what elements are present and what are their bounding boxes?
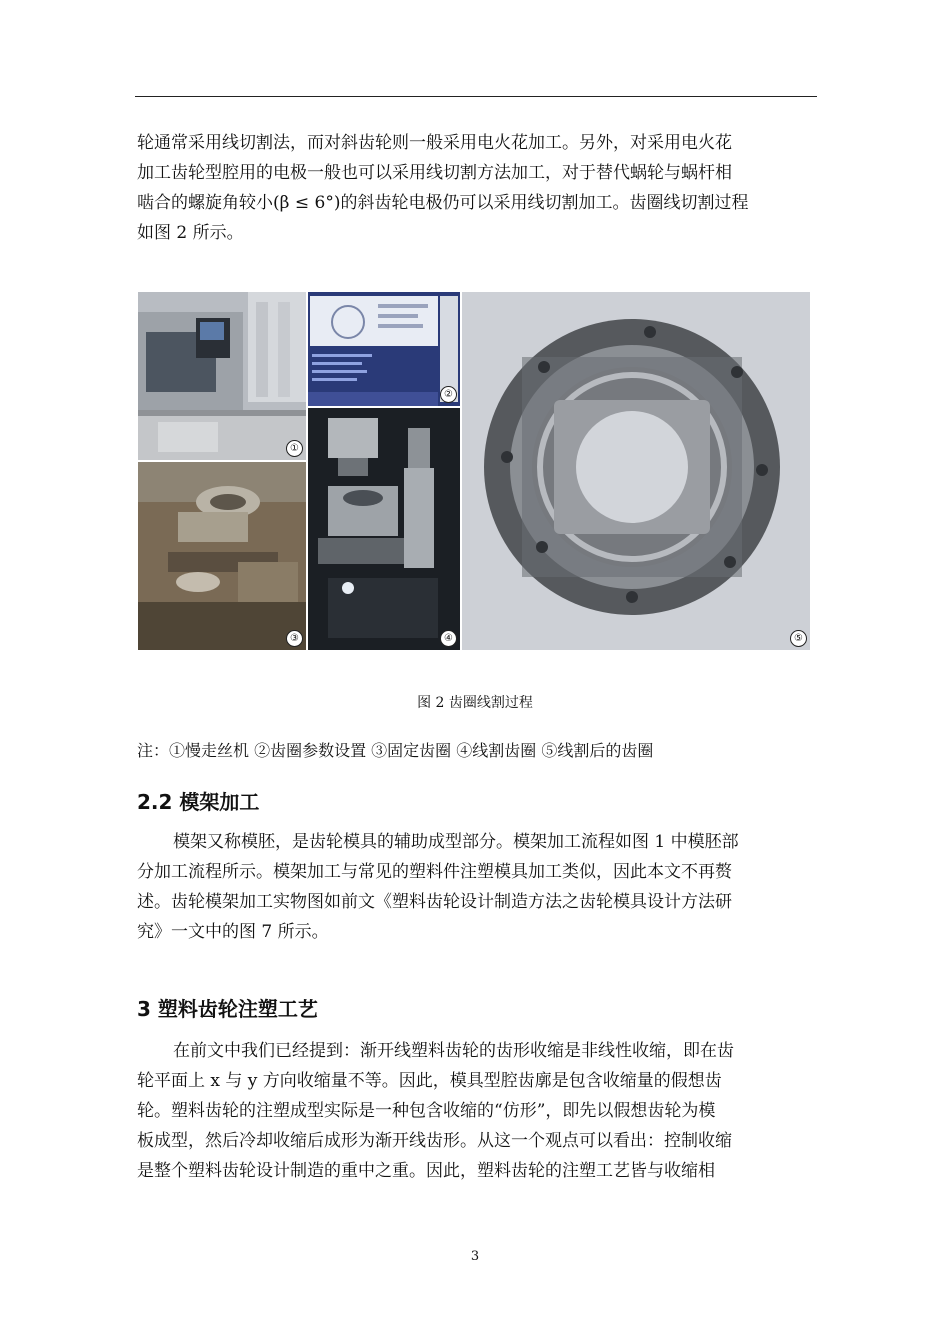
page-number: 3 xyxy=(470,1249,480,1264)
text-line: 在前文中我们已经提到：渐开线塑料齿轮的齿形收缩是非线性收缩，即在齿 xyxy=(173,1041,734,1061)
text-line: 分加工流程所示。模架加工与常见的塑料件注塑模具加工类似，因此本文不再赘 xyxy=(137,862,732,882)
panel-label: ① xyxy=(286,440,303,457)
photo-wire-edm-machine xyxy=(138,292,306,460)
photo-wire-cutting xyxy=(308,408,460,650)
text-line: 如图 2 所示。 xyxy=(137,223,244,243)
panel-label: ② xyxy=(440,386,457,403)
text-line: 述。齿轮模架加工实物图如前文《塑料齿轮设计制造方法之齿轮模具设计方法研 xyxy=(137,892,732,912)
panel-label: ④ xyxy=(440,630,457,647)
section-3-paragraph xyxy=(137,1036,817,1186)
photo-finished-gear-ring xyxy=(462,292,810,650)
figure-note: 注：①慢走丝机 ②齿圈参数设置 ③固定齿圈 ④线割齿圈 ⑤线割后的齿圈 xyxy=(137,741,654,760)
figure-2 xyxy=(138,292,810,650)
section-heading-2-2: 2.2 模架加工 xyxy=(137,790,260,814)
text-line: 加工齿轮型腔用的电极一般也可以采用线切割方法加工，对于替代蜗轮与蜗杆相 xyxy=(137,163,732,183)
panel-label: ⑤ xyxy=(790,630,807,647)
text-line: 究》一文中的图 7 所示。 xyxy=(137,922,329,942)
text-line: 轮。塑料齿轮的注塑成型实际是一种包含收缩的“仿形”，即先以假想齿轮为模 xyxy=(137,1101,716,1121)
intro-paragraph xyxy=(137,128,817,248)
photo-fixing-gear-ring xyxy=(138,462,306,650)
figure-caption: 图 2 齿圈线割过程 xyxy=(417,695,533,711)
text-line: 模架又称模胚，是齿轮模具的辅助成型部分。模架加工流程如图 1 中模胚部 xyxy=(173,832,739,852)
photo-parameter-screen xyxy=(308,292,460,406)
section-2-2-paragraph xyxy=(137,827,817,947)
header-rule xyxy=(135,96,817,97)
panel-label: ③ xyxy=(286,630,303,647)
text-line: 板成型，然后冷却收缩后成形为渐开线齿形。从这一个观点可以看出：控制收缩 xyxy=(137,1131,732,1151)
text-line: 轮通常采用线切割法，而对斜齿轮则一般采用电火花加工。另外，对采用电火花 xyxy=(137,133,732,153)
text-line: 轮平面上 x 与 y 方向收缩量不等。因此，模具型腔齿廓是包含收缩量的假想齿 xyxy=(137,1071,722,1091)
text-line: 啮合的螺旋角较小(β ≤ 6°)的斜齿轮电极仍可以采用线切割加工。齿圈线切割过程 xyxy=(137,193,749,213)
text-line: 是整个塑料齿轮设计制造的重中之重。因此，塑料齿轮的注塑工艺皆与收缩相 xyxy=(137,1161,715,1181)
section-heading-3: 3 塑料齿轮注塑工艺 xyxy=(137,997,318,1021)
